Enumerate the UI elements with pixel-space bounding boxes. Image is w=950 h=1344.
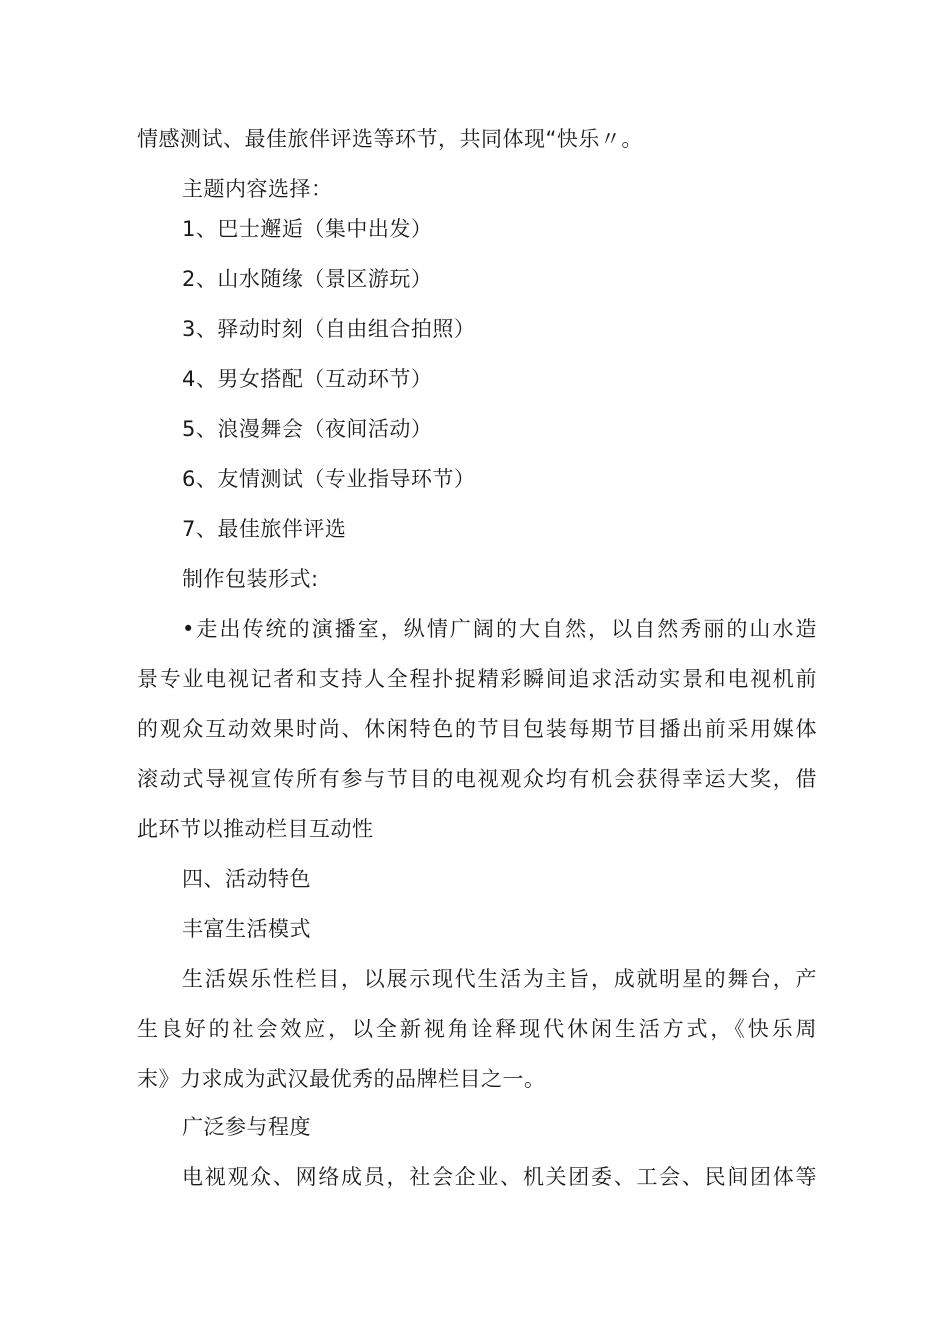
paragraph-line: 此环节以推动栏目互动性 (137, 817, 374, 841)
paragraph-line: 电视观众、网络成员，社会企业、机关团委、工会、民间团体等 (182, 1165, 817, 1189)
list-item: 2、山水随缘（景区游玩） (182, 267, 433, 291)
paragraph-line: 生活娱乐性栏目，以展示现代生活为主旨，成就明星的舞台，产 (182, 967, 817, 991)
paragraph-line: 景专业电视记者和支持人全程扑捉精彩瞬间追求活动实景和电视机前 (137, 667, 817, 691)
list-item: 1、巴士邂逅（集中出发） (182, 217, 433, 241)
section-heading: 主题内容选择： (182, 177, 333, 201)
list-item: 7、最佳旅伴评选 (182, 517, 347, 541)
list-item: 5、浪漫舞会（夜间活动） (182, 417, 433, 441)
list-item: 6、友情测试（专业指导环节） (182, 467, 476, 491)
subsection-heading: 广泛参与程度 (182, 1115, 311, 1139)
list-item: 3、驿动时刻（自由组合拍照） (182, 317, 476, 341)
paragraph-line: 滚动式导视宣传所有参与节目的电视观众均有机会获得幸运大奖，借 (137, 767, 817, 791)
paragraph-line: 的观众互动效果时尚、休闲特色的节目包装每期节目播出前采用媒体 (137, 717, 817, 741)
paragraph-line: •走出传统的演播室，纵情广阔的大自然，以自然秀丽的山水造 (182, 617, 817, 641)
section-heading: 四、活动特色 (182, 867, 311, 891)
section-heading: 制作包装形式: (182, 567, 319, 591)
paragraph-line: 末》力求成为武汉最优秀的品牌栏目之一。 (137, 1067, 546, 1091)
paragraph-line: 情感测试、最佳旅伴评选等环节，共同体现“快乐〃。 (137, 127, 643, 151)
list-item: 4、男女搭配（互动环节） (182, 367, 433, 391)
paragraph-line: 生良好的社会效应，以全新视角诠释现代休闲生活方式，《快乐周 (137, 1017, 817, 1041)
subsection-heading: 丰富生活模式 (182, 917, 311, 941)
